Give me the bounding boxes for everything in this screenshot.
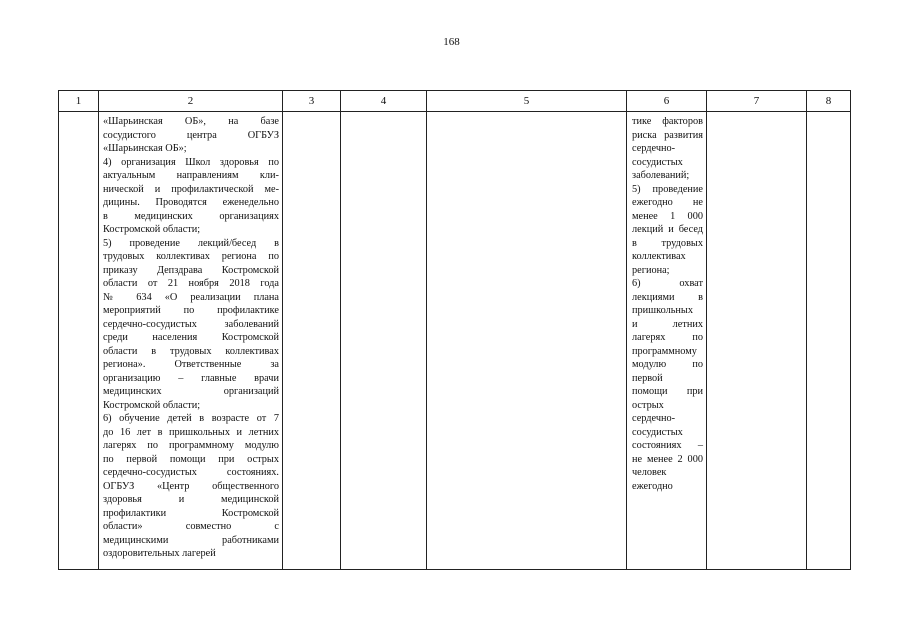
- text-line: помощи при: [632, 386, 703, 397]
- text-line: ежегодно не: [632, 197, 703, 208]
- cell-col5: [427, 112, 627, 570]
- text-line: профилактики Костромской: [103, 507, 279, 519]
- measures-table: [58, 90, 851, 570]
- cell-col1: [59, 112, 99, 570]
- text-line: области в трудовых коллективах: [103, 345, 279, 357]
- text-line: Костромской области;: [103, 224, 201, 235]
- text-line: дицины. Проводятся еженедельно: [103, 197, 279, 208]
- text-line: ОГБУЗ «Центр общественного: [103, 480, 279, 492]
- text-line: медицинских организаций: [103, 386, 279, 397]
- cell-col4: [341, 112, 427, 570]
- text-line: региона». Ответственные за: [103, 359, 279, 370]
- text-line: области от 21 ноября 2018 года: [103, 278, 279, 289]
- column-header: 5: [427, 91, 627, 112]
- text-line: здоровья и медицинской: [103, 494, 279, 505]
- column-header: 2: [99, 91, 283, 112]
- text-line: № 634 «О реализации плана: [103, 291, 279, 303]
- text-line: состояниях –: [632, 440, 703, 451]
- text-line: среди населения Костромской: [103, 332, 279, 343]
- text-line: актуальным направлениям кли-: [103, 170, 279, 181]
- text-line: лекций и бесед: [632, 224, 703, 235]
- text-line: риска развития: [632, 129, 703, 141]
- text-line: в медицинских организациях: [103, 210, 279, 222]
- text-line: коллективах: [632, 251, 686, 262]
- column-header: 3: [283, 91, 341, 112]
- target-indicator-text: [627, 112, 706, 493]
- text-line: лагерях по: [632, 332, 703, 343]
- text-line: лагерях по программному модулю: [103, 440, 279, 451]
- text-line: «Шарьинская ОБ»;: [103, 143, 187, 154]
- text-line: ежегодно: [632, 480, 673, 492]
- table-header-row: [59, 91, 851, 112]
- column-header: 6: [627, 91, 707, 112]
- text-line: нической и профилактической ме-: [103, 183, 279, 195]
- measure-description-text: [99, 112, 282, 561]
- text-line: «Шарьинская ОБ», на базе: [103, 116, 279, 127]
- text-line: сосудистых: [632, 156, 683, 168]
- text-line: человек: [632, 467, 667, 478]
- text-line: сосудистого центра ОГБУЗ: [103, 129, 279, 141]
- text-line: не менее 2 000: [632, 453, 703, 465]
- text-line: Костромской области;: [103, 399, 201, 411]
- text-line: сердечно-: [632, 143, 676, 154]
- text-line: 5) проведение: [632, 183, 703, 195]
- text-line: сердечно-сосудистых состояниях.: [103, 467, 279, 478]
- cell-col7: [707, 112, 807, 570]
- text-line: до 16 лет в пришкольных и летних: [103, 426, 279, 438]
- page-number: 168: [443, 36, 460, 48]
- text-line: региона;: [632, 264, 670, 276]
- text-line: 4) организация Школ здоровья по: [103, 156, 279, 168]
- column-header: 4: [341, 91, 427, 112]
- text-line: первой: [632, 372, 663, 384]
- text-line: 6) обучение детей в возрасте от 7: [103, 413, 279, 424]
- column-header: 7: [707, 91, 807, 112]
- text-line: по первой помощи при острых: [103, 453, 279, 465]
- text-line: тике факторов: [632, 116, 703, 127]
- text-line: в трудовых: [632, 237, 703, 249]
- column-header: 1: [59, 91, 99, 112]
- text-line: оздоровительных лагерей: [103, 548, 216, 559]
- table-row: [59, 112, 851, 570]
- text-line: трудовых коллективах региона по: [103, 251, 279, 262]
- cell-col2: [99, 112, 283, 570]
- text-line: модулю по: [632, 359, 703, 370]
- text-line: медицинскими работниками: [103, 534, 279, 546]
- text-line: острых: [632, 399, 664, 411]
- text-line: 5) проведение лекций/бесед в: [103, 237, 279, 249]
- text-line: 6) охват: [632, 278, 703, 289]
- text-line: и летних: [632, 318, 703, 330]
- text-line: приказу Депздрава Костромской: [103, 264, 279, 276]
- text-line: организацию – главные врачи: [103, 372, 279, 384]
- cell-col3: [283, 112, 341, 570]
- text-line: сердечно-: [632, 413, 676, 424]
- column-header: 8: [807, 91, 851, 112]
- cell-col6: [627, 112, 707, 570]
- text-line: заболеваний;: [632, 170, 690, 181]
- text-line: сердечно-сосудистых заболеваний: [103, 318, 279, 330]
- text-line: программному: [632, 345, 697, 357]
- text-line: сосудистых: [632, 426, 683, 438]
- text-line: менее 1 000: [632, 210, 703, 222]
- text-line: области» совместно с: [103, 521, 279, 532]
- text-line: лекциями в: [632, 291, 703, 303]
- text-line: пришкольных: [632, 305, 694, 316]
- text-line: мероприятий по профилактике: [103, 305, 279, 316]
- cell-col8: [807, 112, 851, 570]
